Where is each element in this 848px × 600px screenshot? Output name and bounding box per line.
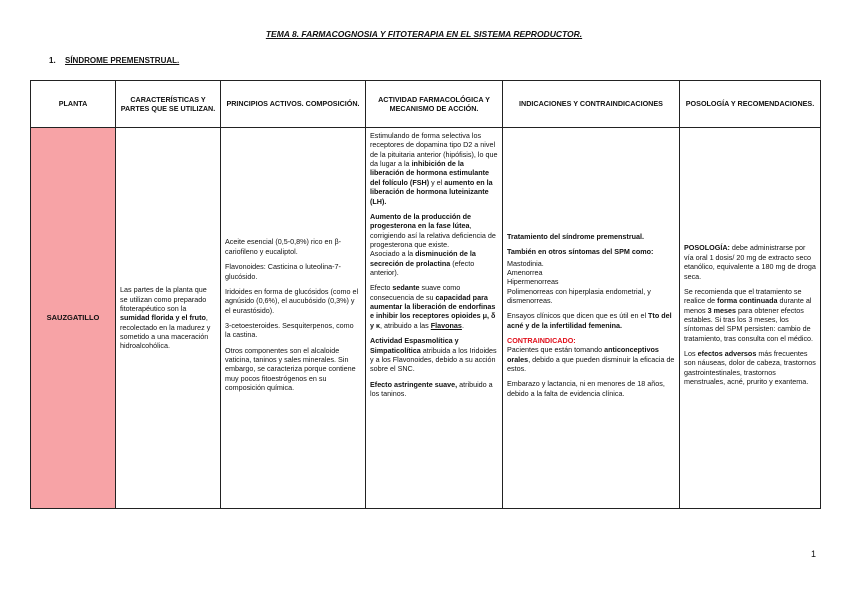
activity-text: , corrigiendo así la relativa deficiencia de progesterona que existe. (370, 221, 496, 249)
contraindication (507, 336, 675, 373)
activity-text: Asociado a la (370, 249, 416, 259)
indication-main: Tratamiento del síndrome premenstrual. (507, 231, 644, 241)
list-item: Mastodinia. (507, 258, 544, 268)
activity-text: suave como consecuencia de su (370, 283, 461, 302)
activity-text: atribuido a los taninos. (370, 379, 493, 398)
indication-bold: anticonceptivos orales (507, 345, 659, 364)
posology-bold: efectos adversos (697, 349, 757, 359)
header-principles: PRINCIPIOS ACTIVOS. COMPOSICIÓN. (221, 81, 366, 128)
posology-text: más frecuentes son náuseas, dolor de cabeza, trastornos gastrointestinales, trastornos menstruales, acné, prurito y exantema. (684, 349, 816, 387)
posology-bold: POSOLOGÍA: (684, 243, 730, 253)
monograph-table (30, 80, 821, 509)
header-indications: INDICACIONES Y CONTRAINDICACIONES (503, 81, 680, 128)
activity-bold: sedante (392, 283, 420, 293)
table-row (31, 128, 821, 509)
list-item: Polimenorreas con hiperplasia endometrial, y dismenorreas. (507, 286, 651, 305)
header-characteristics: CARACTERÍSTICAS Y PARTES QUE SE UTILIZAN. (116, 81, 221, 128)
activity-bold: Efecto astringente suave, (370, 379, 458, 389)
activity-underlined: Flavonas (430, 320, 462, 330)
activity-progesterone (370, 212, 498, 278)
section-number: 1. (49, 56, 56, 65)
characteristics-cell (116, 128, 221, 509)
activity-text: y el (429, 177, 445, 187)
activity-text: atribuida a los Iridoides y a los Flavonoides, debido a su acción sobre el SNC. (370, 345, 497, 374)
posology-text: Se recomienda que el tratamiento se realice de (684, 286, 802, 306)
activity-bold: capacidad para aumentar la liberación de endorfinas e inhibir los receptores opioides μ, δ y κ (370, 292, 496, 330)
posology-cell (680, 128, 821, 509)
activity-bold: aumento en la liberación de hormona luteinizante (LH). (370, 177, 493, 206)
activity-bold: Aumento de la producción de progesterona en la fase lútea (370, 211, 472, 231)
posology-bold: forma continuada (717, 296, 778, 306)
principle-ketosteroids: 3-cetoesteroides. Sesquiterpenos, como la castina. (225, 321, 354, 340)
activity-text: , atribuido a las (380, 320, 431, 330)
posology-recommendation (684, 287, 816, 343)
principle-flavonoids: Flavonoides: Casticina o luteolina-7-glucósido. (225, 262, 341, 281)
activity-sedative (370, 283, 498, 330)
characteristics-bold: sumidad florida y el fruto (120, 313, 206, 323)
activity-cell (366, 128, 503, 509)
section-title: SÍNDROME PREMENSTRUAL. (65, 56, 180, 65)
posology-text: Los (684, 349, 698, 359)
principle-iridoids: Iridoides en forma de glucósidos (como el agnúsido (0,6%), el aucubósido (0,3%) y el eurastósido). (225, 286, 359, 315)
principles-cell (221, 128, 366, 509)
indication-text: Pacientes que están tomando (507, 345, 605, 355)
posology-text: durante al menos (684, 296, 812, 315)
posology-bold: 3 meses (707, 305, 736, 315)
symptom-list (507, 259, 675, 306)
contraindicated-label: CONTRAINDICADO: (507, 336, 576, 346)
indications-cell (503, 128, 680, 509)
activity-text: Efecto (370, 283, 393, 293)
activity-bold: disminución de la secreción de prolactina (370, 249, 476, 268)
contraindication-pregnancy: Embarazo y lactancia, ni en menores de 18 años, debido a la falta de evidencia clínica. (507, 379, 665, 398)
header-plant: PLANTA (31, 81, 116, 128)
posology-text: debe administrarse por vía oral 1 dosis/ 20 mg de extracto seco etanólico, equivalente a 180 mg de droga seca. (684, 243, 816, 281)
activity-text: (efecto anterior). (370, 258, 475, 278)
principle-essential-oil: Aceite esencial (0,5-0,8%) rico en β-cariofileno y eucaliptol. (225, 237, 341, 256)
indication-clinical-trials (507, 311, 675, 330)
activity-text: Estimulando de forma selectiva los receptores de dopamina tipo D2 a nivel de la pituitaria anterior (hipófisis), lo que da lugar a la (370, 131, 498, 169)
characteristics-text-end: , recolectado en la madurez y sometido a una maceración hidroalcohólica. (120, 313, 211, 351)
activity-text: . (461, 320, 464, 330)
activity-bold: inhibición de la liberación de hormona estimulante del folículo (FSH) (370, 159, 490, 187)
header-posology: POSOLOGÍA Y RECOMENDACIONES. (680, 81, 821, 128)
posology-dose (684, 243, 816, 280)
activity-spasmolytic (370, 336, 498, 373)
principle-others: Otros componentes son el alcaloide vaticina, taninos y sales minerales. Sin embargo, se caracteriza porque contiene muy pocos fitoestrógenos en su composición química. (225, 345, 356, 393)
indication-text: , debido a que pueden disminuir la eficacia de estos. (507, 354, 675, 374)
activity-astringent (370, 380, 498, 399)
characteristics-text: Las partes de la planta que se utilizan como preparado fitoterapéutico son la (120, 285, 207, 313)
list-item: Hipermenorreas (507, 277, 559, 287)
indication-other-title: También en otros síntomas del SPM como: (507, 247, 654, 257)
table-header-row (31, 81, 821, 128)
posology-text: para obtener efectos estables. Si tras los 3 meses, los síntomas del SPM persisten: cambio de tratamiento, tras consulta con el médico. (684, 305, 814, 343)
posology-adverse-effects (684, 349, 816, 386)
activity-bold: Actividad Espasmolítica y Simpaticolítica (370, 336, 459, 355)
section-heading (49, 56, 179, 65)
activity-dopamine (370, 131, 498, 206)
document-title: TEMA 8. FARMACOGNOSIA Y FITOTERAPIA EN EL SISTEMA REPRODUCTOR. (265, 29, 583, 39)
indication-other-symptoms (507, 247, 675, 256)
list-item: Amenorrea (507, 267, 543, 277)
header-activity: ACTIVIDAD FARMACOLÓGICA Y MECANISMO DE ACCIÓN. (366, 81, 503, 128)
plant-name-cell: SAUZGATILLO (31, 128, 116, 509)
page-number: 1 (811, 549, 817, 559)
indication-text: Ensayos clínicos que dicen que es útil en el (507, 311, 649, 321)
indication-bold: Tto del acné y de la infertilidad femenina. (507, 311, 672, 330)
